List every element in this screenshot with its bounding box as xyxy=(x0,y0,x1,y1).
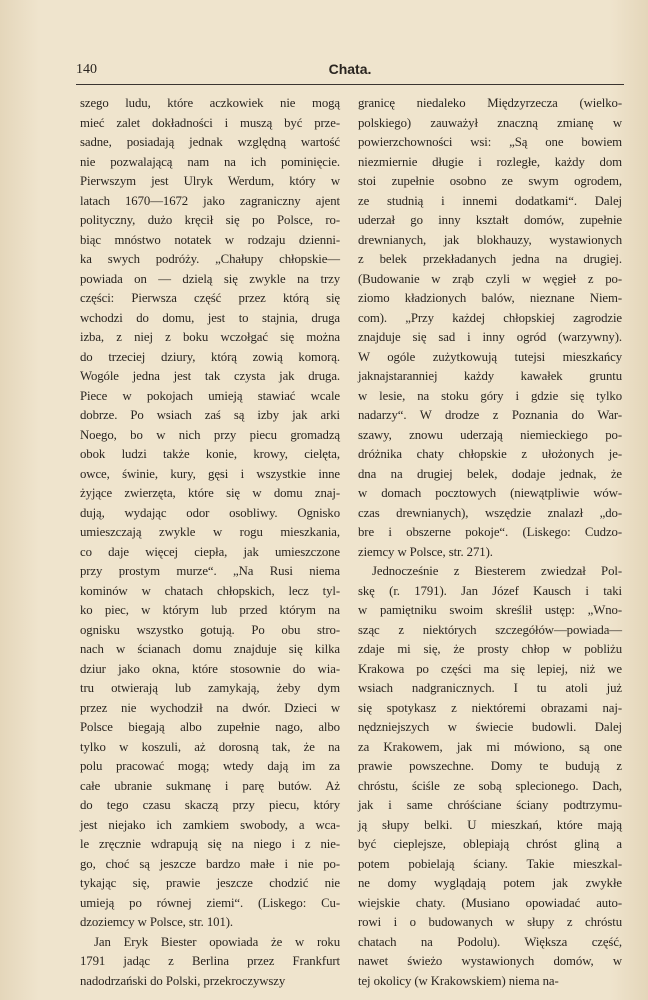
text-line: nadarzy“. W drodze z Poznania do War- xyxy=(358,408,622,422)
text-line: chróstu, ściśle ze sobą splecionego. Dach, xyxy=(358,778,622,793)
text-line: wchodzi do domu, jest to stajnia, druga xyxy=(80,310,340,325)
text-line: całe ubranie sukmanę i parę butów. Aż xyxy=(80,778,340,793)
text-line: przy prostym murze“. „Na Rusi niema xyxy=(80,564,340,578)
text-line: skę (r. 1791). Jan Józef Kausch i taki xyxy=(358,583,622,598)
text-line: stoi zupełnie osobno ze swym ogrodem, xyxy=(358,174,622,188)
text-line: polskiego) zauważył znaczną zmianę w xyxy=(358,115,622,130)
text-line: Jan Eryk Biester opowiada że w roku xyxy=(94,934,340,949)
text-line: się spotykasz z niektóremi obrazami naj- xyxy=(358,700,622,715)
text-line: chatach na Podolu). Większa część, xyxy=(358,934,622,949)
text-line: ziomo kładzionych balów, nieznane Niem- xyxy=(358,291,622,305)
text-line: tylko w koszuli, aż dorosną tak, że na xyxy=(80,739,340,754)
text-line: Noego, bo w nich przy piecu gromadzą xyxy=(80,427,340,442)
page-number: 140 xyxy=(76,62,97,77)
text-line: Pierwszym jest Ulryk Werdum, który w xyxy=(80,174,340,188)
text-line: w pamiętniku swoim skreślił ustęp: „Wno- xyxy=(358,603,622,617)
text-line: wiejskie chaty. (Musiano opowiadać auto- xyxy=(358,895,622,910)
text-line: go, choć są jeszcze bardzo małe i nie po- xyxy=(80,856,340,871)
text-line: znajduje się sad i inny ogród (warzywny). xyxy=(358,330,622,344)
text-line: niezmiernie długie i rozległe, każdy dom xyxy=(358,154,622,169)
text-line: ziemcy w Polsce, str. 271). xyxy=(358,544,493,559)
text-line: tru otwierają lub zamykają, żeby dym xyxy=(80,681,340,695)
text-line: szego ludu, które aczkowiek nie mogą xyxy=(80,96,340,110)
right-column xyxy=(358,94,622,991)
text-line: Jednocześnie z Biesterem zwiedzał Pol- xyxy=(372,564,622,578)
text-line: powierzchowności wsi: „Są one bowiem xyxy=(358,135,622,149)
text-line: prawie powszechne. Domy te budują z xyxy=(358,759,622,773)
text-line: obok ludzi także konie, krowy, cielęta, xyxy=(80,447,340,461)
text-line: dna na drugiej belek, dodaje jednak, że xyxy=(358,466,622,481)
text-line: biąc mnóstwo notatek w rodzaju dzienni- xyxy=(80,232,340,247)
text-line: do trzeciej dziury, którą zowią komorą. xyxy=(80,349,340,364)
text-line: sząc z niektórych szczegółów—powiada— xyxy=(358,622,622,637)
text-line: bre i obszerne pokoje“. (Liskego: Cudzo- xyxy=(358,525,622,539)
text-line: polityczny, dużo kręcił się po Polsce, ro- xyxy=(80,213,340,227)
text-line: żyjące zwierzęta, które się w domu znaj- xyxy=(80,486,340,500)
text-line: uderzał go inny kształt domów, zupełnie xyxy=(358,213,622,227)
text-line: w lesie, na stoku góry i gdzie się tylko xyxy=(358,388,622,403)
text-line: ze studnią i innemi dodatkami“. Dalej xyxy=(358,193,622,208)
text-line: ko piec, w którym lub przed którym na xyxy=(80,603,340,617)
text-line: nie pozwalającą nam na ich pominięcie. xyxy=(80,154,340,169)
text-line: umieszczają zwykle w rogu mieszkania, xyxy=(80,525,340,539)
text-line: nadodrzański do Polski, przekroczywszy xyxy=(80,973,286,988)
text-line: Piece w pokojach umieją stawiać wcale xyxy=(80,388,340,403)
text-line: dobrze. Po wsiach zaś są izby jak arki xyxy=(80,408,340,422)
running-title: Chata. xyxy=(328,61,372,77)
text-line: W ogóle zużytkowują tutejsi mieszkańcy xyxy=(358,349,622,364)
text-line: dróżnika chaty chłopskie z ułożonych je- xyxy=(358,447,622,461)
text-line: Wogóle jedna jest tak czysta jak druga. xyxy=(80,369,340,383)
text-line: tej okolicy (w Krakowskiem) niema na- xyxy=(358,973,559,988)
text-line: ne domy wyglądają potem jak zwykłe xyxy=(358,876,622,890)
text-line: le zręcznie wdrapują się na niego i z nie- xyxy=(80,837,340,851)
text-line: dziur jako okna, które stosownie do wia- xyxy=(80,661,340,676)
text-line: jest niejako ich zamkiem swobody, a wca- xyxy=(80,817,340,832)
text-line: owce, świnie, kury, gęsi i wszystkie inne xyxy=(80,466,340,481)
text-line: sadne, posiadają jednak względną wartość xyxy=(80,135,340,149)
text-line: ognisku wszystko gotują. Po obu stro- xyxy=(80,622,340,637)
text-line: potem pobielają ściany. Takie mieszkal- xyxy=(358,856,622,871)
text-line: nędzniejszych w świecie budowli. Dalej xyxy=(358,720,622,734)
text-line: jak i same chróściane ściany podtrzymu- xyxy=(358,798,622,812)
text-line: (Budowanie w zrąb czyli w węgieł z po- xyxy=(358,271,622,286)
text-line: z belek przekładanych jedna na drugiej. xyxy=(358,252,622,266)
text-line: jaknajstaranniej każdy kawałek gruntu xyxy=(358,369,622,383)
text-line: ją słupy belki. U mieszkań, które mają xyxy=(358,817,622,832)
text-line: drewnianych, jak blokhauzy, wystawionych xyxy=(358,232,622,247)
text-line: dzoziemcy w Polsce, str. 101). xyxy=(80,915,234,929)
text-line: przez nie wychodził na dwór. Dzieci w xyxy=(80,700,340,715)
text-line: Krakowa po części ma się lepiej, niż we xyxy=(358,661,622,676)
text-line: com). „Przy każdej chłopskiej zagrodzie xyxy=(358,310,622,325)
text-line: rowi i o budowanych w słupy z chróstu xyxy=(358,915,622,929)
text-line: izba, z niej z boku wczołgać się można xyxy=(80,330,340,344)
text-line: 1791 jadąc z Berlina przez Frankfurt xyxy=(80,954,340,968)
text-line: do tego czasu skaczą przy piecu, który xyxy=(80,798,340,812)
text-line: czas drewnianych), wszędzie znalazł „do- xyxy=(358,505,622,520)
page-header xyxy=(76,60,624,82)
text-line: zdaje mi się, że prosty chłop w pobliżu xyxy=(358,642,622,656)
text-line: umieją po równej ziemi“. (Liskego: Cu- xyxy=(80,895,340,910)
text-line: ka swych podróży. „Chałupy chłopskie— xyxy=(80,252,340,266)
text-line: nawet świeżo wystawionych domów, w xyxy=(358,954,622,968)
text-line: za Krakowem, jak mi mówiono, są one xyxy=(358,739,622,754)
text-line: powiada on — dzielą się zwykle na trzy xyxy=(80,271,340,286)
text-line: w domach pocztowych (niewątpliwie wów- xyxy=(358,486,622,500)
text-line: polu pracować mogą; wtedy dają im za xyxy=(80,759,340,773)
text-line: nach w ścianach domu znajduje się kilka xyxy=(80,642,340,656)
text-line: Polsce biegają albo zupełnie nago, albo xyxy=(80,720,340,734)
text-line: kominów w chatach chłopskich, lecz tyl- xyxy=(80,583,340,598)
text-line: części: Pierwsza część przez którą się xyxy=(80,291,340,305)
text-line: tykając się, prawie jeszcze chodzić nie xyxy=(80,876,340,890)
text-line: latach 1670—1672 jako zagraniczny ajent xyxy=(80,193,340,208)
text-line: dują, wydając odor osobliwy. Ognisko xyxy=(80,505,340,520)
text-line: granicę niedaleko Międzyrzecza (wielko- xyxy=(358,96,622,110)
text-line: co daje więcej ciepła, jak umieszczone xyxy=(80,544,340,559)
text-line: szawy, znowu uderzają niemieckiego po- xyxy=(358,427,622,442)
header-rule xyxy=(76,84,624,85)
text-line: wsiach nadgranicznych. I tu atoli już xyxy=(358,681,622,695)
text-line: mieć zalet dokładności i muszą być prze- xyxy=(80,115,340,130)
text-line: być cieplejsze, oblepiają chróst gliną a xyxy=(358,837,622,851)
left-column xyxy=(80,94,340,991)
